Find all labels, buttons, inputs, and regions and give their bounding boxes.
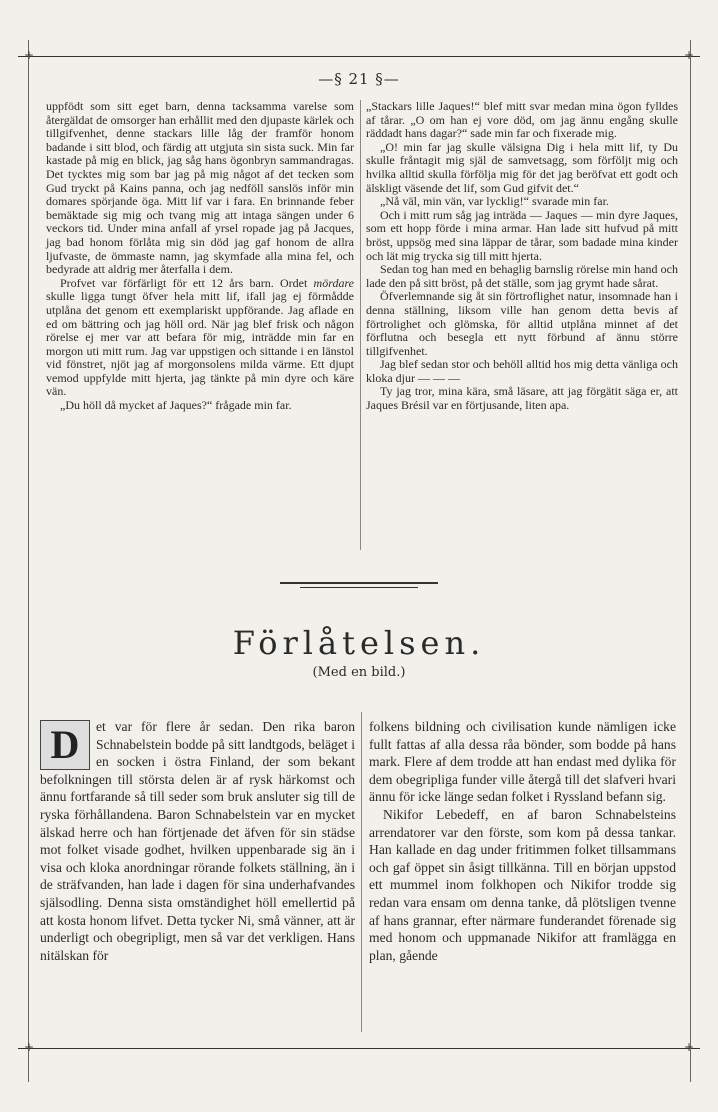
bottom-rule	[18, 1048, 700, 1049]
column-divider	[361, 712, 362, 1032]
paragraph: Sedan tog han med en behaglig barnslig rörelse min hand och lade den på sitt bröst, på det ställe, som jag grymt hade sårat.	[366, 262, 678, 290]
section-ornament	[0, 576, 718, 596]
registration-mark-icon: +	[24, 1040, 35, 1054]
paragraph: Öfverlemnande sig åt sin förtroflighet natur, insomnade han i denna ställning, liksom ville han genom detta bevis af förtrolighet och glömska, för alltid utplåna minnet af det förflutna och besegla ett nytt förbund af ännu större tillgifvenhet.	[366, 289, 678, 358]
registration-mark-icon: +	[684, 48, 695, 62]
left-margin-rule	[28, 40, 29, 1082]
paragraph: „O! min far jag skulle välsigna Dig i hela mitt lif, ty Du skulle fråntagit mig själ de samvetsagg, som förföljt mig och hvilka alltid skulla förfölja mig för det jag beröfvat ett godt och älskligt väsende det lif, som Gud gifvit det.“	[366, 139, 678, 195]
paragraph: Nikifor Lebedeff, en af baron Schnabelsteins arrendatorer var den förste, som kom på dessa tankar. Han kallade en dag under fritimmen folket tillsammans och gaf öppet sin åsigt tillkänna. Till en början uppstod ett mummel inom folkhopen och Nikifor trodde sig redan vara ensam om denna tanke, då plötsligen tvenne af hans grannar, efter närmare funderandet förenade sig med honom och uppmanade Nikifor att framlägga en plan, gående	[369, 806, 676, 963]
paragraph: Och i mitt rum såg jag inträda — Jaques — min dyre Jaques, som ett hopp förde i mina armar. Han lade sitt hufvud på mitt bröst, uppsög med sina läppar de tårar, som badade mina kinder och lät mig trycka sig till mitt hjerta.	[366, 207, 678, 263]
top-rule	[18, 56, 700, 57]
paragraph: Jag blef sedan stor och behöll alltid hos mig detta vänliga och kloka djur — — —	[366, 357, 678, 385]
lower-right-column	[369, 718, 676, 964]
paragraph: „Du höll då mycket af Jaques?“ frågade min far.	[60, 398, 292, 413]
section-subtitle: (Med en bild.)	[312, 665, 406, 680]
paragraph: Ty jag tror, mina kära, små läsare, att jag förgätit säga er, att Jaques Brésil var en förtjusande, liten apa.	[366, 384, 678, 413]
emphasis: mördare	[313, 275, 354, 290]
paragraph: folkens bildning och civilisation kunde nämligen icke fullt fattas af alla dessa råa bönder, som bodde på hans mark. Flere af dem trodde att han endast med dylika för dem obegripliga funder ville återgå till det slafveri hvari ännu för icke länge sedan folket i Ryssland befann sig.	[369, 719, 676, 805]
page-number: —§ 21 §—	[318, 70, 400, 88]
paragraph: „Nå väl, min vän, var lycklig!“ svarade min far.	[380, 194, 609, 209]
lower-left-column	[40, 718, 355, 964]
right-margin-rule	[690, 40, 691, 1082]
registration-mark-icon: +	[684, 1040, 695, 1054]
drop-cap: D	[40, 720, 90, 770]
paragraph: „Stackars lille Jaques!“ blef mitt svar medan mina ögon fylldes af tårar. „O om han ej vore död, om jag ännu engång skulle räddadt hans dagar?“ sade min far och fixerade mig.	[366, 99, 678, 141]
registration-mark-icon: +	[24, 48, 35, 62]
paragraph: uppfödt som sitt eget barn, denna tacksamma varelse som återgäldat de omsorger han erhållit med den djupaste kärlek och tillgifvenhet, denne stackars lille låg der framför honom badande i sitt blod, och färdig att utgjuta sin sista suck. Min far kastade på mig en blick, jag såg hans ögonbryn sammandragas. Det tycktes mig som bar jag på mig något af det tecken som Gud tryckt på Kains panna, och jag nedföll sanslös inför min domares spörjande öga. Mitt lif var i fara. En brinnande feber bemäktade sig mig och tvang mig att intaga sängen under 6 veckors tid. Under mina anfall af yrsel ropade jag på Jacques, jag bad honom förlåta mig sin död jag gaf honom de allra ljufvaste, de ömmaste namn, jag skymfade alla mina fel, och bedyrade att aldrig mer återfalla i dem.	[46, 99, 354, 277]
upper-left-column	[46, 100, 354, 413]
column-divider	[360, 100, 361, 550]
upper-right-column	[366, 100, 678, 413]
section-title: Förlåtelsen.	[232, 624, 486, 662]
paragraph: D et var för flere år sedan. Den rika baron Schnabelstein bodde på sitt landtgods, beläget i en socken i östra Finland, der som bekant befolkningen till största delen är af rysk härkomst och ännu fortfarande så till seder som bruk ansluter sig till de ryska förhållandena. Baron Schnabelstein var en mycket älskad herre och han förtjenade det äfven för sin städse mot folket visade godhet, hvilken uppenbarade sig än i visa och kloka anordningar rörande folkets ställning, än i de sträfvanden, han lade i dagen för sina underhafvandes själsodling. Denna sista omständighet höll emellertid på att kosta honom lifvet. Detta tycker Ni, små vänner, att är underligt och obegripligt, men så var det verkligen. Hans nitälskan för	[40, 719, 355, 963]
paragraph: Profvet var förfärligt för ett 12 års barn. Ordet mördare skulle ligga tungt öfver hela mitt lif, ifall jag ej förmådde utplåna det genom ett exemplariskt uppförande. Jag aflade en ed om bättring och jag höll ord. När jag blef frisk och någon rörelse ej mer var att befara för mig, inträdde min far en morgon uti mitt rum. Jag var uppstigen och sittande i en länstol vid fönstret, njöt jag af morgonsolens milda värme. Ett djupt vemod uppfylde mitt hjerta, jag tänkte på min dyre och käre vän.	[46, 275, 354, 399]
